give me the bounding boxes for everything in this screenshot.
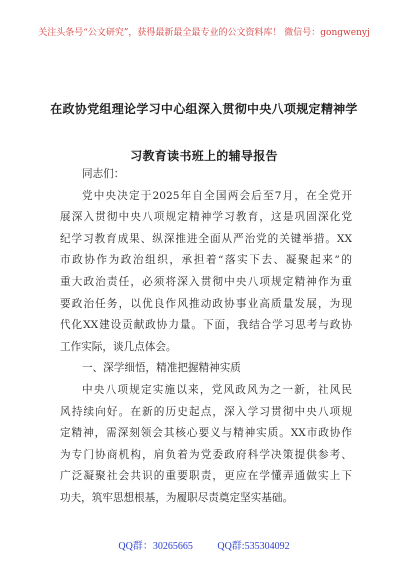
paragraph-line: 定精神，需深刻领会其核心要义与精神实质。XX市政协作 [60,427,352,440]
document-body [60,164,352,510]
footer-qq-group-2: QQ群:535304092 [217,541,290,552]
paragraph-line: 纪学习教育成果、纵深推进全面从严治党的关键举措。XX [60,232,352,245]
paragraph-line: 党中央决定于2025年自全国两会后至7月，在全党开 [82,189,352,202]
paragraph-line: 市政协作为政治组织，承担着“落实下去、凝聚起来”的 [60,254,352,267]
paragraph-line: 重大政治责任，必须将深入贯彻中央八项规定精神作为重 [60,275,352,288]
paragraph-line: 中央八项规定实施以来，党风政风为之一新，社风民 [82,383,352,396]
top-banner: 关注头条号“公文研究”，获得最新最全最专业的公文资料库！ 微信号：gongwenyj [38,28,370,38]
paragraph-line: 代化XX建设贡献政协力量。下面，我结合学习思考与政协 [60,319,352,332]
paragraph-line: 展深入贯彻中央八项规定精神学习教育，这是巩固深化党 [60,211,352,224]
paragraph-line: 风持续向好。在新的历史起点，深入学习贯彻中央八项规 [60,405,352,418]
salutation: 同志们： [82,168,125,180]
section-heading: 一、深学细悟，精准把握精神实质 [82,362,241,375]
footer-qq-group-1: QQ群：30265665 [118,541,193,552]
paragraph-line: 广泛凝聚社会共识的重要职责，更应在学懂弄通做实上下 [60,470,352,483]
footer-qq-bar [0,537,408,552]
paragraph-line: 工作实际，谈几点体会。 [60,340,177,353]
paragraph-line: 要政治任务，以优良作风推动政协事业高质量发展，为现 [60,297,352,310]
paragraph-line: 为专门协商机构，肩负着为党委政府科学决策提供参考、 [60,448,352,461]
document-title-line-1: 在政协党组理论学习中心组深入贯彻中央八项规定精神学 [50,102,358,116]
document-title-line-2: 习教育读书班上的辅导报告 [130,149,278,163]
paragraph-line: 功夫，筑牢思想根基，为履职尽责奠定坚实基础。 [60,491,294,504]
